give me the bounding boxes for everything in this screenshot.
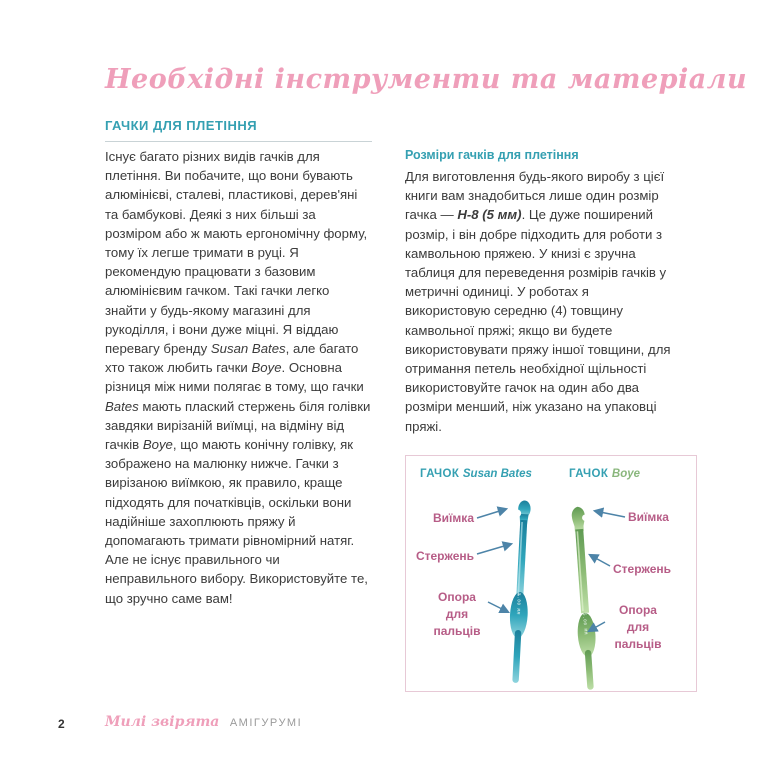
hook-body-bates xyxy=(505,500,534,683)
page-number: 2 xyxy=(58,717,65,731)
intro-column xyxy=(105,147,373,608)
label-notch-right: Виїмка xyxy=(628,510,669,524)
engraving-bates: 5.00 MM xyxy=(515,592,522,616)
engraving-boye: 5.00 MM xyxy=(582,612,589,636)
brand-boye: Boye xyxy=(611,468,641,480)
crochet-hook-susan-bates xyxy=(498,499,542,686)
brand-susan-bates: Susan Bates xyxy=(462,468,532,480)
label-shaft-right: Стержень xyxy=(613,562,672,576)
intro-paragraph: Існує багато різних видів гачків для плетіння. Ви побачите, що вони бувають алюмінієві, сталеві, пластикові, дерев'яні та бамбукові. Деякі з них більші за розміром або ж мають ергономічну форму, тому їх легше тримати в руці. Я рекомендую працювати з базовим алюмінієвим гачком. Такі гачки легко знайти у будь-якому магазині для рукоділля, і вони дуже міцні. Я віддаю перевагу бренду Susan Bates, але багато хто також любить гачки Boye. Основна різниця між ними полягає в тому, що гачки Bates мають плаский стержень біля голівки завдяки вирізаній виїмці, на відміну від гачків Boye, що мають конічну голівку, як зображено на малюнку нижче. Гачки з вирізаною виїмкою, як правило, краще підходять для початківців, оскільки вони надійніше захоплюють пряжу й допомагають тримати рівномірний натяг. Але не існує правильного чи неправильного вибору. Використовуйте те, що зручно саме вам! xyxy=(105,149,371,606)
label-finger-rest-right: Опора для пальців xyxy=(614,603,662,651)
label-notch-left: Виїмка xyxy=(433,511,474,525)
label-finger-rest-left: Опора для пальців xyxy=(433,590,481,638)
footer-series-title: Милі звірята xyxy=(105,714,220,730)
crochet-hook-boye xyxy=(561,504,608,691)
sizes-paragraph: Для виготовлення будь-якого виробу з цієї книги вам знадобиться лише один розмір гачка — H-8 (5 мм). Це дуже поширений розмір, і він добре підходить для роботи з камвольною пряжею. У книзі є зручна таблиця для переведення розмірів гачків у метричні одиниці. У роботах я використовую середню (4) товщину камвольної пряжі; якщо ви будете використовувати пряжу іншої товщини, для отримання петель необхідної щільності використовуйте гачок на один або два розміри менший, ніж указано на упаковці пряжі. xyxy=(405,169,671,434)
footer xyxy=(105,713,302,731)
sizes-subheading: Розміри гачків для плетіння xyxy=(405,148,579,162)
hooks-diagram xyxy=(405,455,697,692)
hook-word-left: ГАЧОК xyxy=(420,468,460,480)
label-shaft-left: Стержень xyxy=(415,549,474,563)
sizes-column xyxy=(405,147,697,436)
diagram-header-boye xyxy=(569,468,640,480)
diagram-header-susan-bates xyxy=(420,468,532,480)
hook-word-right: ГАЧОК xyxy=(569,468,609,480)
arrow-to-notch-left xyxy=(477,509,506,518)
footer-series-caps: АМІГУРУМІ xyxy=(229,717,303,729)
arrow-to-notch-right xyxy=(595,511,625,517)
section-heading: ГАЧКИ ДЛЯ ПЛЕТІННЯ xyxy=(105,118,372,142)
page-title: Необхідні інструменти та матеріали xyxy=(105,64,748,95)
hook-body-boye xyxy=(569,506,601,690)
